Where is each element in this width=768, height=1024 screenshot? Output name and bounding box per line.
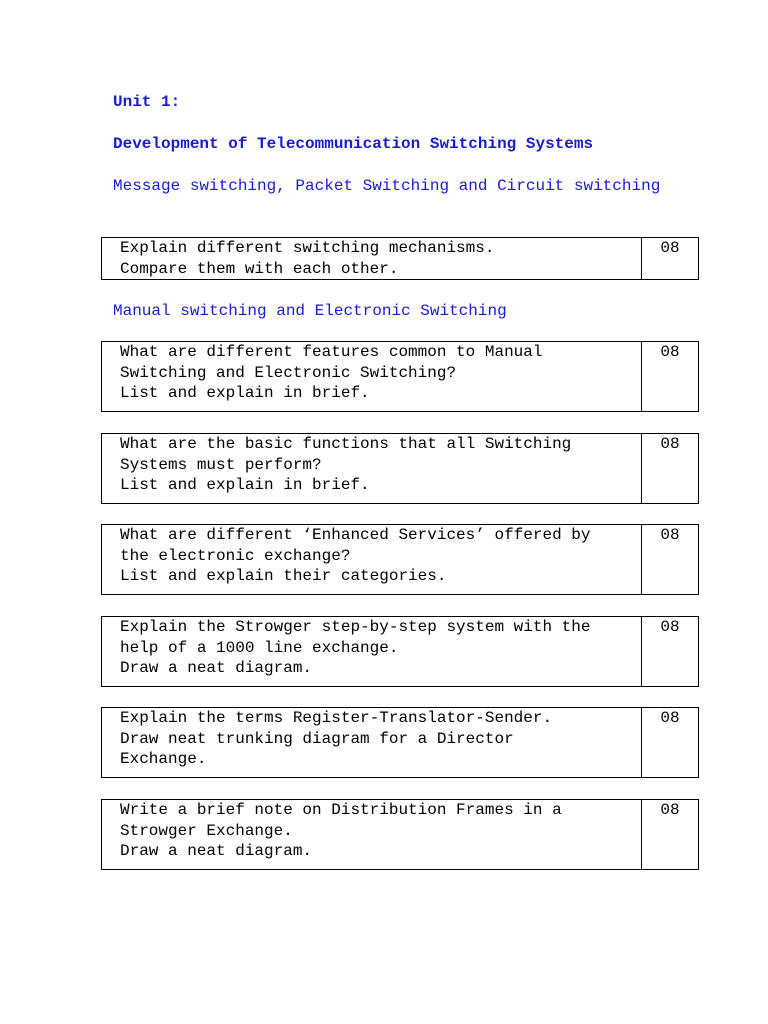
unit-title: Unit 1: xyxy=(113,93,181,111)
question-text: Write a brief note on Distribution Frames in a Strowger Exchange. Draw a neat diagram. xyxy=(102,800,642,869)
question-marks: 08 xyxy=(660,343,680,361)
question-box xyxy=(101,341,699,412)
question-box xyxy=(101,616,699,687)
question-marks: 08 xyxy=(660,709,680,727)
question-text: What are different features common to Manual Switching and Electronic Switching? List and explain in brief. xyxy=(102,342,642,411)
question-marks: 08 xyxy=(660,801,680,819)
question-marks: 08 xyxy=(660,526,680,544)
question-box xyxy=(101,524,699,595)
question-box xyxy=(101,433,699,504)
question-text: Explain the Strowger step-by-step system with the help of a 1000 line exchange. Draw a neat diagram. xyxy=(102,617,642,686)
question-box xyxy=(101,237,699,280)
question-text: What are different ‘Enhanced Services’ offered by the electronic exchange? List and explain their categories. xyxy=(102,525,642,594)
question-marks: 08 xyxy=(660,239,680,257)
question-text: Explain the terms Register-Translator-Sender. Draw neat trunking diagram for a Director Exchange. xyxy=(102,708,642,777)
question-marks: 08 xyxy=(660,435,680,453)
question-text: Explain different switching mechanisms. Compare them with each other. xyxy=(102,238,642,279)
question-marks: 08 xyxy=(660,618,680,636)
question-box xyxy=(101,799,699,870)
main-heading: Development of Telecommunication Switching Systems xyxy=(113,135,594,153)
question-box xyxy=(101,707,699,778)
question-text: What are the basic functions that all Switching Systems must perform? List and explain in brief. xyxy=(102,434,642,503)
section-heading-message-switching: Message switching, Packet Switching and Circuit switching xyxy=(113,177,661,195)
section-heading-manual-switching: Manual switching and Electronic Switching xyxy=(113,302,507,320)
